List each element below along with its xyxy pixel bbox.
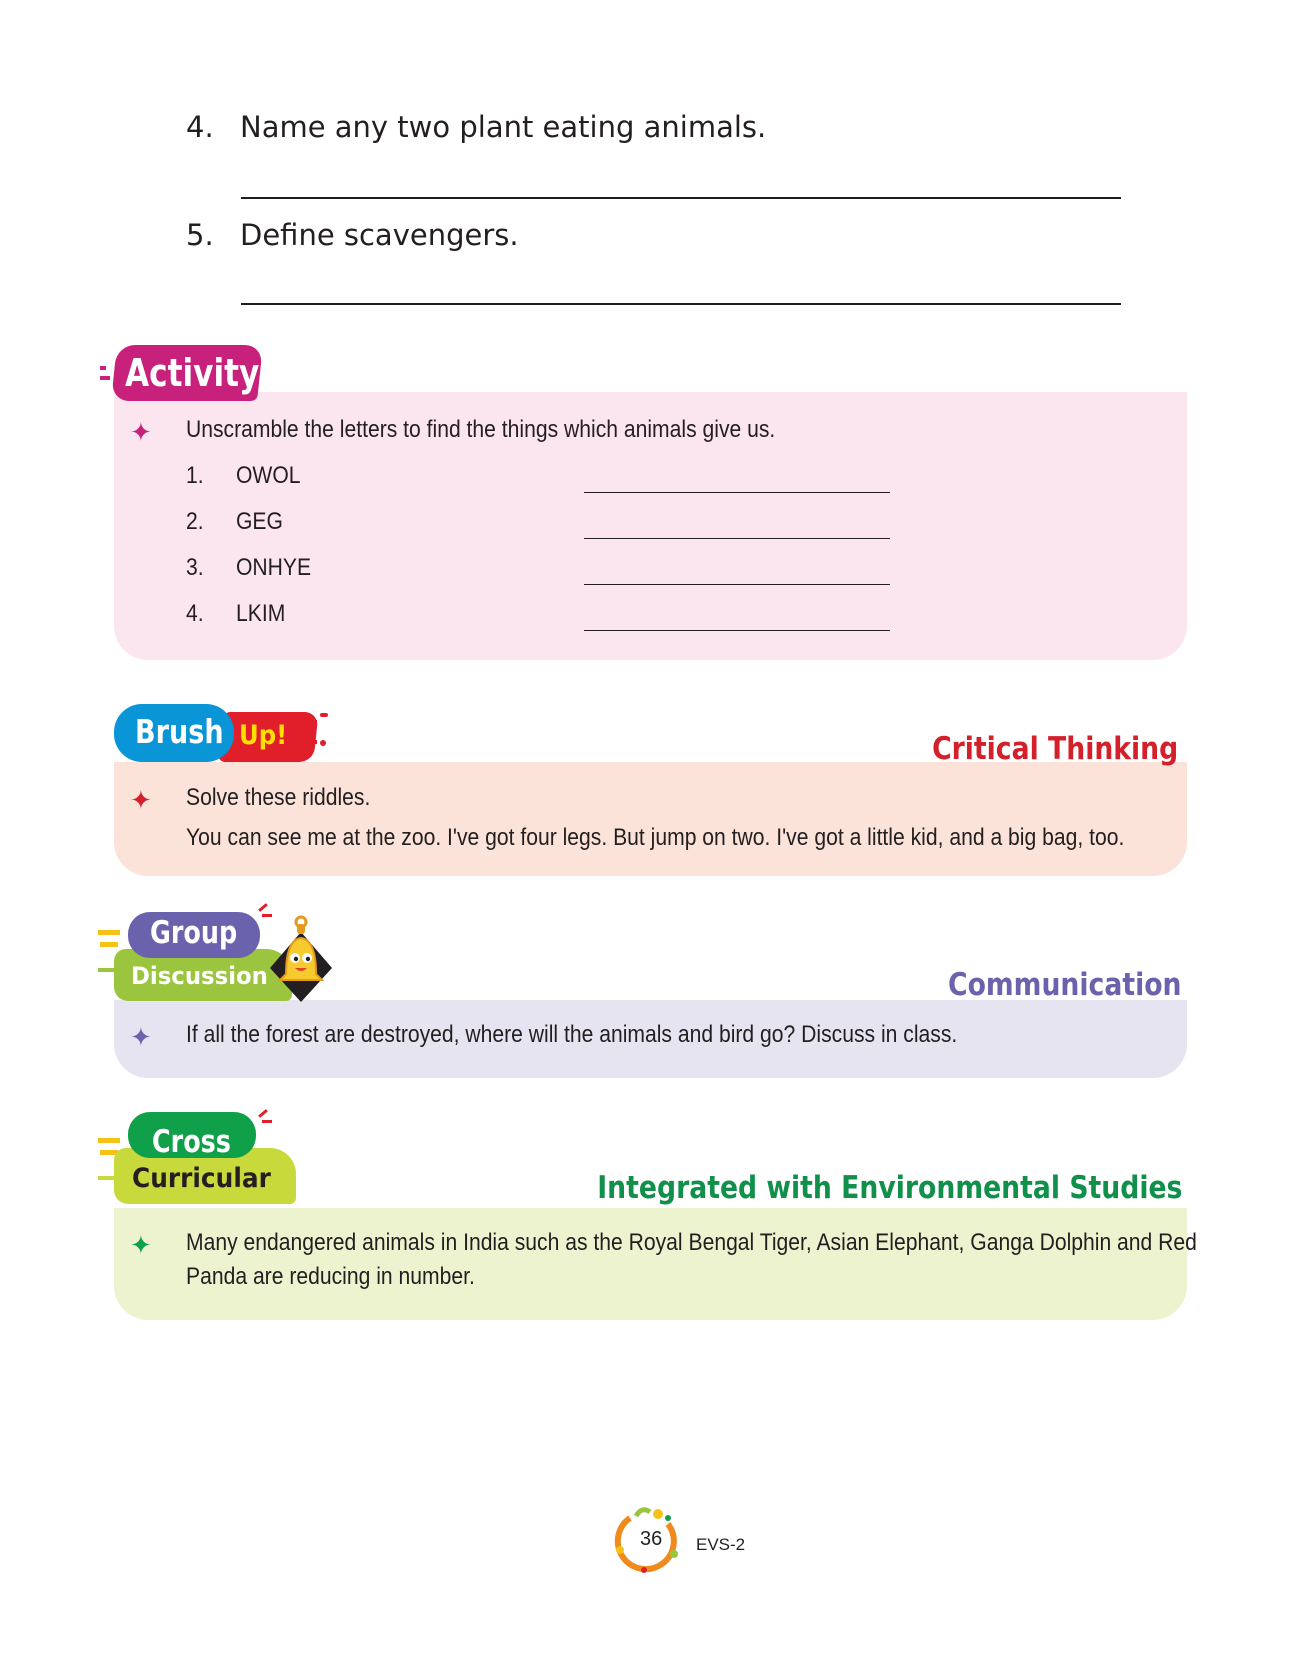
speed-stripe [98,930,120,935]
riddle-instruction: Solve these riddles. [186,784,371,811]
speed-stripe [306,730,316,734]
cross-text-line-1: Many endangered animals in India such as the Royal Bengal Tiger, Asian Elephant, Ganga Dolphin and Red [186,1229,1197,1256]
page-number: 36 [640,1528,663,1550]
speed-stripe [98,1176,114,1180]
speed-stripe [303,720,317,724]
discussion-text: If all the forest are destroyed, where will the animals and bird go? Discuss in class. [186,1021,958,1048]
scrambled-word: LKIM [236,600,286,627]
answer-line[interactable] [584,584,890,585]
brush-up-box [114,762,1187,876]
question-text: Name any two plant eating animals. [240,110,767,144]
star-bullet-icon: ✦ [130,1022,152,1052]
answer-line[interactable] [584,492,890,493]
skill-communication: Communication [948,967,1182,1003]
speed-stripe [100,942,118,947]
speed-stripe [98,968,114,972]
cross-heading-2: Curricular [132,1163,271,1194]
bell-mascot-icon [268,910,334,1002]
skill-environmental-studies: Integrated with Environmental Studies [596,1170,1182,1206]
scrambled-word: OWOL [236,462,301,489]
activity-instruction: Unscramble the letters to find the things which animals give us. [186,416,776,443]
item-number: 4. [186,600,204,627]
brush-up-heading-1: Brush [135,712,224,751]
riddle-text: You can see me at the zoo. I've got four legs. But jump on two. I've got a little kid, and a big bag, too. [186,824,1125,851]
activity-heading: Activity [125,351,260,395]
star-bullet-icon: ✦ [130,417,152,447]
item-number: 3. [186,554,204,581]
group-heading-1: Group [150,915,238,951]
cross-text-line-2: Panda are reducing in number. [186,1263,475,1290]
question-number: 4. [186,110,214,144]
speed-stripe [100,376,110,380]
answer-line[interactable] [584,538,890,539]
speed-stripe [98,1138,120,1143]
ring-line [262,914,272,917]
scrambled-word: GEG [236,508,283,535]
question-text: Define scavengers. [240,218,519,252]
ring-line [258,1109,268,1118]
answer-line[interactable] [584,630,890,631]
group-heading-2: Discussion [131,962,268,990]
ring-line [262,1120,272,1123]
answer-line[interactable] [241,197,1121,199]
skill-critical-thinking: Critical Thinking [931,731,1178,767]
speed-dot [320,740,326,746]
star-bullet-icon: ✦ [130,1230,152,1260]
question-4 [186,110,766,144]
question-5 [186,218,519,252]
star-bullet-icon: ✦ [130,785,152,815]
question-number: 5. [186,218,214,252]
speed-stripe [303,740,317,744]
item-number: 2. [186,508,204,535]
scrambled-word: ONHYE [236,554,312,581]
brush-up-heading-2: Up! [239,720,288,751]
answer-line[interactable] [241,303,1121,305]
speed-stripe [100,366,106,370]
ring-line [258,903,268,912]
book-code: EVS-2 [696,1535,746,1554]
item-number: 1. [186,462,204,489]
speed-stripe [320,713,328,717]
cross-heading-1: Cross [152,1124,231,1160]
